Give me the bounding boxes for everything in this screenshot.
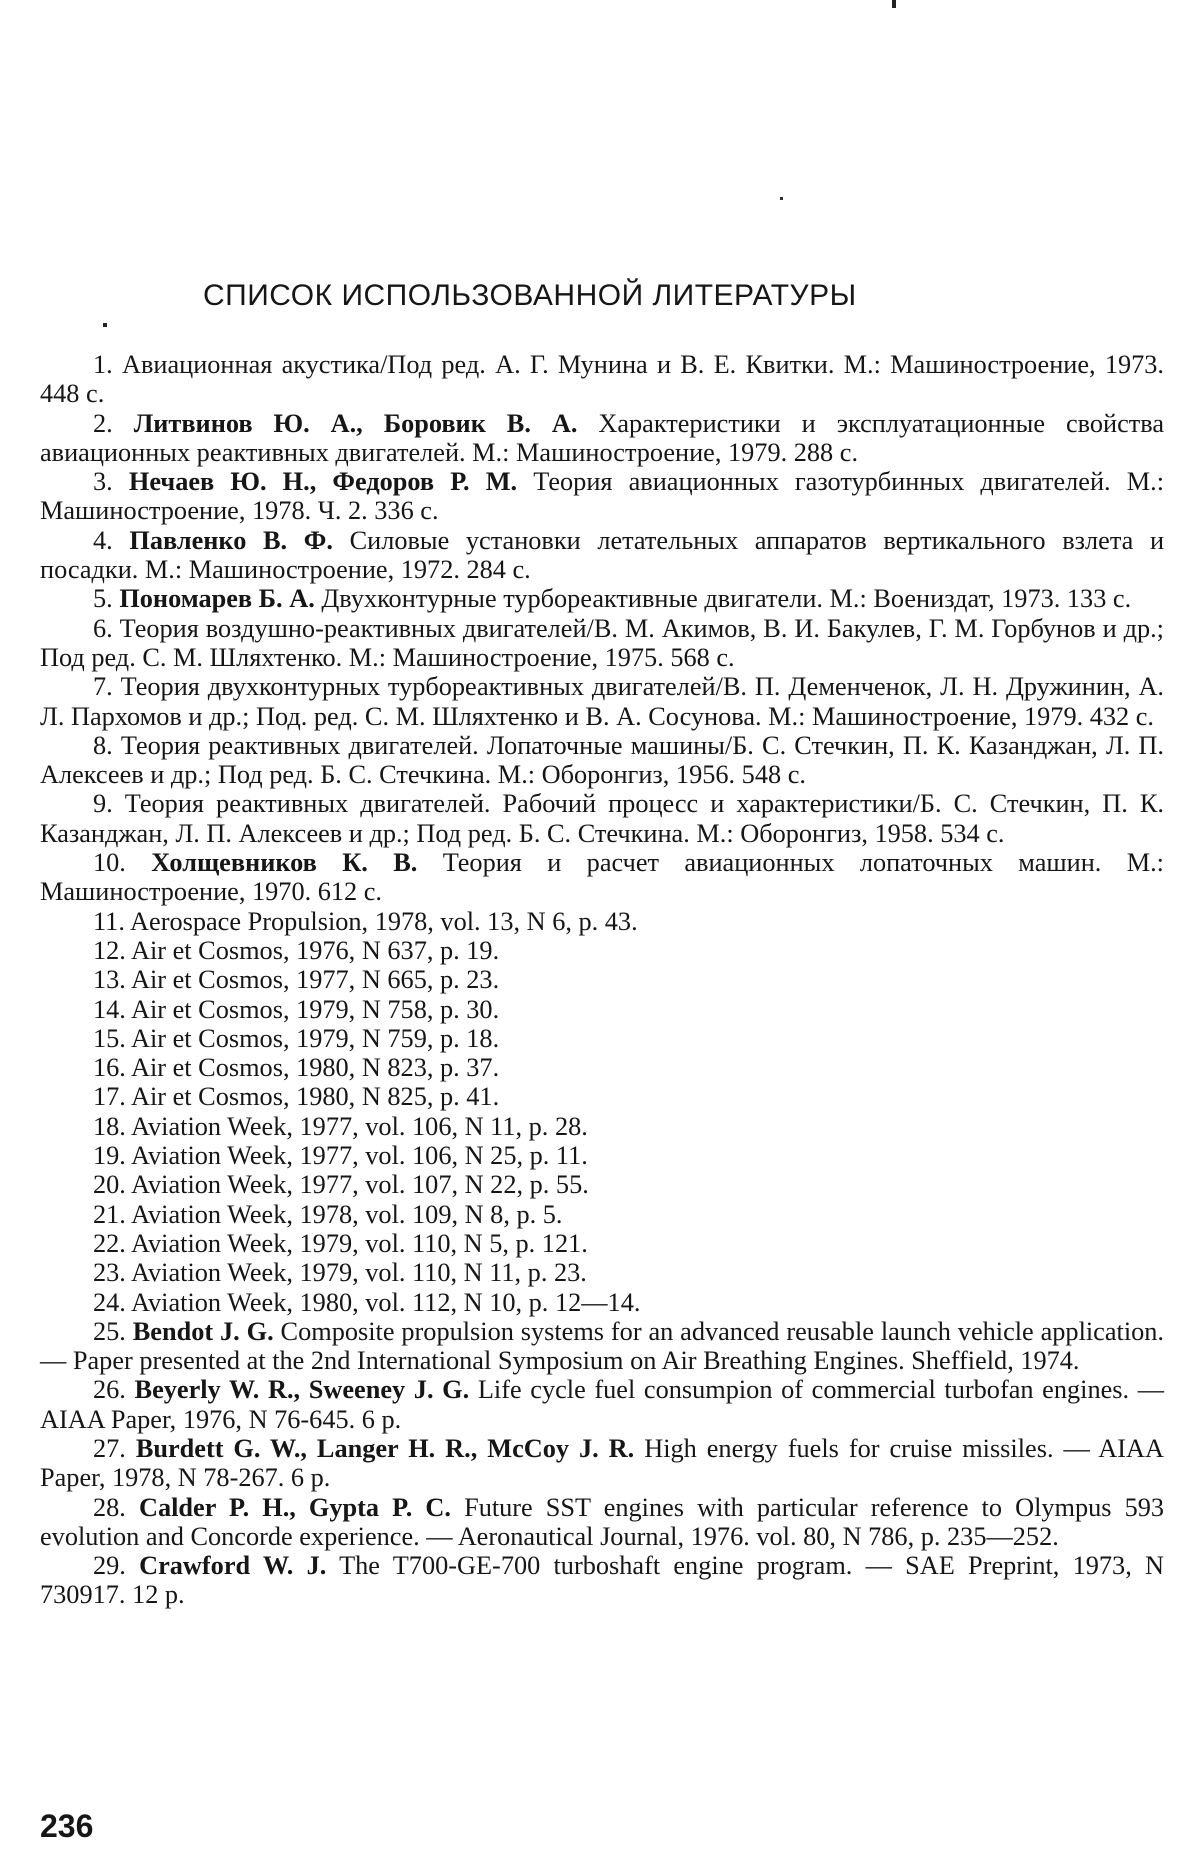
reference-number: 24. <box>93 1287 126 1317</box>
reference-number: 8. <box>93 730 113 760</box>
reference-authors: Beyerly W. R., Sweeney J. G. <box>134 1375 470 1405</box>
reference-number: 25. <box>93 1316 126 1346</box>
reference-item <box>40 1551 1164 1610</box>
reference-text: Aviation Week, 1977, vol. 106, N 11, p. 28. <box>131 1111 588 1141</box>
reference-text: Aviation Week, 1977, vol. 106, N 25, p. 11. <box>131 1141 588 1171</box>
reference-authors: Холщевников К. В. <box>151 848 418 878</box>
reference-number: 14. <box>93 994 126 1024</box>
reference-authors: Пономарев Б. А. <box>119 584 315 614</box>
reference-text: Future SST engines with particular reference to Olympus 593 evolution and Concorde experience. — Aeronautical Journal, 1976. vol. 80, N 786, p. 235—252. <box>40 1492 1165 1551</box>
reference-item <box>40 614 1164 673</box>
reference-item <box>40 350 1164 409</box>
reference-number: 20. <box>93 1170 126 1200</box>
reference-item <box>40 907 1164 936</box>
reference-item <box>40 467 1164 526</box>
reference-item <box>40 672 1164 731</box>
reference-item <box>40 1493 1164 1552</box>
reference-number: 2. <box>93 408 113 438</box>
reference-text: Теория и расчет авиационных лопаточных машин. М.: Машиностроение, 1970. 612 с. <box>40 848 1164 907</box>
reference-text: Air et Cosmos, 1979, N 758, p. 30. <box>131 994 500 1024</box>
reference-item <box>40 1434 1164 1493</box>
reference-number: 22. <box>93 1228 126 1258</box>
reference-item <box>40 1112 1164 1141</box>
reference-number: 28. <box>93 1492 126 1522</box>
reference-item <box>40 1053 1164 1082</box>
reference-text: Характеристики и эксплуатационные свойства авиационных реактивных двигателей. М.: Машиностроение, 1979. 288 с. <box>40 408 1164 467</box>
scan-speck <box>103 323 107 327</box>
reference-number: 15. <box>93 1023 126 1053</box>
reference-number: 16. <box>93 1053 126 1083</box>
reference-authors: Павленко В. Ф. <box>129 525 333 555</box>
reference-text: Aviation Week, 1977, vol. 107, N 22, p. 55. <box>131 1170 589 1200</box>
reference-number: 7. <box>93 672 113 702</box>
reference-item <box>40 1258 1164 1287</box>
reference-text: Силовые установки летательных аппаратов вертикального взлета и посадки. М.: Машиностроение, 1972. 284 с. <box>40 525 1165 585</box>
reference-authors: Bendot J. G. <box>132 1316 274 1346</box>
reference-item <box>40 1082 1164 1111</box>
reference-authors: Calder P. H., Gypta P. C. <box>138 1492 451 1522</box>
reference-item <box>40 1375 1164 1434</box>
reference-item <box>40 936 1164 965</box>
scan-mark <box>892 0 896 8</box>
reference-text: Life cycle fuel consumpion of commercial turbofan engines. — AIAA Paper, 1976, N 76-645. 6 p. <box>40 1375 1165 1434</box>
reference-number: 5. <box>93 584 113 614</box>
reference-number: 12. <box>93 935 126 965</box>
reference-item <box>40 965 1164 994</box>
reference-item <box>40 789 1164 848</box>
reference-text: Composite propulsion systems for an advanced reusable launch vehicle application. — Paper presented at the 2nd International Symposium on Air Breathing Engines. Sheffield, 1974. <box>40 1316 1165 1376</box>
reference-text: Авиационная акустика/Под ред. А. Г. Мунина и В. Е. Квитки. М.: Машиностроение, 1973. 448 с. <box>40 350 1165 409</box>
reference-item <box>40 409 1164 468</box>
reference-authors: Crawford W. J. <box>139 1551 327 1581</box>
reference-text: Aviation Week, 1979, vol. 110, N 5, p. 121. <box>131 1228 588 1258</box>
reference-text: Теория авиационных газотурбинных двигателей. М.: Машиностроение, 1978. Ч. 2. 336 с. <box>40 467 1165 526</box>
reference-text: The T700-GE-700 turboshaft engine program. — SAE Preprint, 1973, N 730917. 12 p. <box>40 1551 1164 1610</box>
reference-item <box>40 1317 1164 1376</box>
reference-text: Теория воздушно-реактивных двигателей/В. М. Акимов, В. И. Бакулев, Г. М. Горбунов и др.; Под ред. С. М. Шляхтенко. М.: Машиностроение, 1975. 568 с. <box>40 613 1164 672</box>
reference-item <box>40 526 1164 585</box>
reference-authors: Нечаев Ю. Н., Федоров Р. М. <box>128 467 518 497</box>
page-number: 236 <box>40 1808 94 1844</box>
reference-text: Aviation Week, 1979, vol. 110, N 11, p. 23. <box>131 1258 587 1288</box>
page-title: СПИСОК ИСПОЛЬЗОВАННОЙ ЛИТЕРАТУРЫ <box>203 279 857 312</box>
reference-item <box>40 1024 1164 1053</box>
reference-number: 4. <box>93 525 113 555</box>
reference-text: Теория двухконтурных турбореактивных двигателей/В. П. Деменченок, Л. Н. Дружинин, А. Л. Пархомов и др.; Под. ред. С. М. Шляхтенко и В. А. Сосунова. М.: Машиностроение, 1979. 432 с. <box>40 672 1165 731</box>
reference-item <box>40 1288 1164 1317</box>
reference-text: Aviation Week, 1980, vol. 112, N 10, p. 12—14. <box>131 1287 641 1317</box>
reference-text: Aviation Week, 1978, vol. 109, N 8, p. 5. <box>131 1199 563 1229</box>
reference-item <box>40 1170 1164 1199</box>
reference-authors: Литвинов Ю. А., Боровик В. А. <box>133 408 578 438</box>
reference-item <box>40 995 1164 1024</box>
reference-text: Теория реактивных двигателей. Лопаточные машины/Б. С. Стечкин, П. К. Казанджан, Л. П. Алексеев и др.; Под ред. Б. С. Стечкина. М.: Оборонгиз, 1956. 548 с. <box>40 730 1164 790</box>
reference-item <box>40 848 1164 907</box>
reference-number: 17. <box>93 1082 126 1112</box>
reference-number: 27. <box>93 1433 126 1463</box>
reference-number: 10. <box>93 848 126 878</box>
scan-speck <box>780 197 783 200</box>
reference-number: 26. <box>93 1375 126 1405</box>
reference-text: Двухконтурные турбореактивные двигатели. М.: Воениздат, 1973. 133 с. <box>321 584 1132 614</box>
reference-number: 11. <box>93 906 125 936</box>
reference-number: 3. <box>93 467 113 497</box>
reference-item <box>40 1200 1164 1229</box>
reference-item <box>40 731 1164 790</box>
reference-authors: Burdett G. W., Langer H. R., McCoy J. R. <box>135 1433 635 1463</box>
reference-list <box>40 350 1164 1610</box>
reference-text: Aerospace Propulsion, 1978, vol. 13, N 6, p. 43. <box>130 906 638 936</box>
reference-item <box>40 584 1164 613</box>
reference-text: Теория реактивных двигателей. Рабочий процесс и характеристики/Б. С. Стечкин, П. К. Казанджан, Л. П. Алексеев и др.; Под ред. Б. С. Стечкина. М.: Оборонгиз, 1958. 534 с. <box>40 789 1164 848</box>
reference-number: 9. <box>93 789 113 819</box>
reference-text: Air et Cosmos, 1976, N 637, p. 19. <box>131 935 500 965</box>
reference-text: Air et Cosmos, 1980, N 823, p. 37. <box>131 1053 500 1083</box>
reference-number: 19. <box>93 1141 126 1171</box>
reference-number: 13. <box>93 965 126 995</box>
reference-item <box>40 1141 1164 1170</box>
reference-number: 1. <box>93 350 113 379</box>
reference-text: High energy fuels for cruise missiles. — AIAA Paper, 1978, N 78-267. 6 p. <box>40 1433 1164 1493</box>
reference-number: 6. <box>93 613 113 643</box>
reference-number: 21. <box>93 1199 126 1229</box>
reference-item <box>40 1229 1164 1258</box>
reference-text: Air et Cosmos, 1977, N 665, p. 23. <box>131 965 500 995</box>
reference-number: 23. <box>93 1258 126 1288</box>
reference-text: Air et Cosmos, 1980, N 825, p. 41. <box>131 1082 500 1112</box>
reference-number: 29. <box>93 1551 126 1581</box>
reference-text: Air et Cosmos, 1979, N 759, p. 18. <box>131 1023 500 1053</box>
reference-number: 18. <box>93 1111 126 1141</box>
